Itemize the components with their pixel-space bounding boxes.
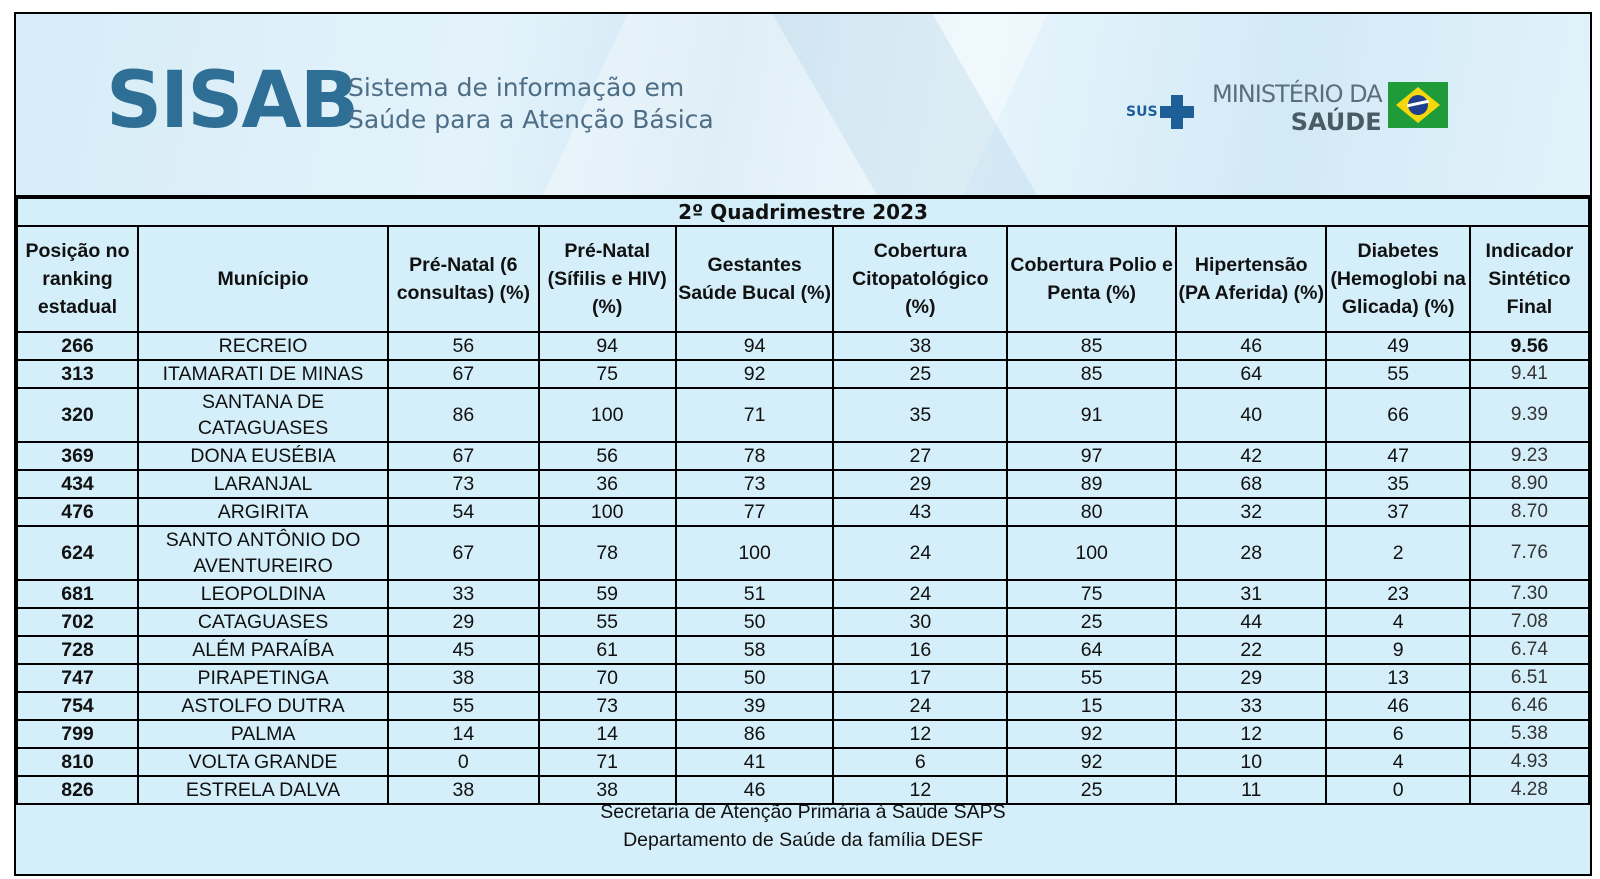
value-cell: 89 bbox=[1007, 470, 1176, 498]
value-cell: 37 bbox=[1326, 498, 1469, 526]
final-indicator-cell: 9.23 bbox=[1470, 442, 1589, 470]
value-cell: 41 bbox=[676, 748, 834, 776]
ministry-line-2: SAÚDE bbox=[1290, 108, 1382, 136]
municipality-cell: ARGIRITA bbox=[138, 498, 388, 526]
value-cell: 45 bbox=[388, 636, 538, 664]
table-row bbox=[17, 360, 1589, 388]
value-cell: 14 bbox=[539, 720, 676, 748]
value-cell: 17 bbox=[833, 664, 1007, 692]
sisab-tagline bbox=[348, 72, 714, 136]
value-cell: 78 bbox=[539, 526, 676, 580]
value-cell: 9 bbox=[1326, 636, 1469, 664]
value-cell: 29 bbox=[833, 470, 1007, 498]
value-cell: 38 bbox=[388, 776, 538, 804]
value-cell: 0 bbox=[388, 748, 538, 776]
municipality-cell: LARANJAL bbox=[138, 470, 388, 498]
value-cell: 86 bbox=[676, 720, 834, 748]
value-cell: 49 bbox=[1326, 332, 1469, 360]
value-cell: 27 bbox=[833, 442, 1007, 470]
column-header: Cobertura Citopatológico (%) bbox=[833, 226, 1007, 332]
sisab-logo: SISAB bbox=[106, 56, 358, 146]
value-cell: 73 bbox=[539, 692, 676, 720]
value-cell: 12 bbox=[1176, 720, 1326, 748]
value-cell: 23 bbox=[1326, 580, 1469, 608]
value-cell: 51 bbox=[676, 580, 834, 608]
value-cell: 61 bbox=[539, 636, 676, 664]
value-cell: 12 bbox=[833, 720, 1007, 748]
value-cell: 75 bbox=[1007, 580, 1176, 608]
value-cell: 92 bbox=[1007, 748, 1176, 776]
value-cell: 80 bbox=[1007, 498, 1176, 526]
ranking-position-cell: 476 bbox=[17, 498, 138, 526]
cross-icon bbox=[1160, 95, 1194, 129]
final-indicator-cell: 9.39 bbox=[1470, 388, 1589, 442]
report-frame bbox=[14, 12, 1592, 876]
value-cell: 13 bbox=[1326, 664, 1469, 692]
value-cell: 38 bbox=[833, 332, 1007, 360]
value-cell: 55 bbox=[539, 608, 676, 636]
value-cell: 39 bbox=[676, 692, 834, 720]
municipality-cell: ASTOLFO DUTRA bbox=[138, 692, 388, 720]
column-header: Indicador Sintético Final bbox=[1470, 226, 1589, 332]
value-cell: 25 bbox=[1007, 608, 1176, 636]
value-cell: 28 bbox=[1176, 526, 1326, 580]
municipality-cell: SANTANA DE CATAGUASES bbox=[138, 388, 388, 442]
municipality-cell: ALÉM PARAÍBA bbox=[138, 636, 388, 664]
column-header: Hipertensão (PA Aferida) (%) bbox=[1176, 226, 1326, 332]
column-header: Cobertura Polio e Penta (%) bbox=[1007, 226, 1176, 332]
value-cell: 92 bbox=[1007, 720, 1176, 748]
value-cell: 55 bbox=[1007, 664, 1176, 692]
value-cell: 25 bbox=[833, 360, 1007, 388]
value-cell: 4 bbox=[1326, 608, 1469, 636]
table-row bbox=[17, 498, 1589, 526]
value-cell: 67 bbox=[388, 442, 538, 470]
value-cell: 86 bbox=[388, 388, 538, 442]
value-cell: 100 bbox=[676, 526, 834, 580]
final-indicator-cell: 6.74 bbox=[1470, 636, 1589, 664]
municipality-cell: PALMA bbox=[138, 720, 388, 748]
value-cell: 33 bbox=[1176, 692, 1326, 720]
value-cell: 11 bbox=[1176, 776, 1326, 804]
header-banner bbox=[16, 14, 1590, 197]
ranking-position-cell: 754 bbox=[17, 692, 138, 720]
value-cell: 56 bbox=[388, 332, 538, 360]
value-cell: 6 bbox=[1326, 720, 1469, 748]
value-cell: 35 bbox=[1326, 470, 1469, 498]
value-cell: 100 bbox=[539, 498, 676, 526]
table-row bbox=[17, 580, 1589, 608]
value-cell: 12 bbox=[833, 776, 1007, 804]
column-header: Diabetes (Hemoglobi na Glicada) (%) bbox=[1326, 226, 1469, 332]
table-footer bbox=[16, 798, 1590, 854]
value-cell: 32 bbox=[1176, 498, 1326, 526]
value-cell: 73 bbox=[676, 470, 834, 498]
column-header: Posição no ranking estadual bbox=[17, 226, 138, 332]
value-cell: 10 bbox=[1176, 748, 1326, 776]
municipality-cell: DONA EUSÉBIA bbox=[138, 442, 388, 470]
municipality-cell: PIRAPETINGA bbox=[138, 664, 388, 692]
table-row bbox=[17, 664, 1589, 692]
brazil-flag-icon bbox=[1388, 82, 1448, 128]
value-cell: 64 bbox=[1007, 636, 1176, 664]
value-cell: 92 bbox=[676, 360, 834, 388]
table-row bbox=[17, 388, 1589, 442]
value-cell: 46 bbox=[1176, 332, 1326, 360]
final-indicator-cell: 9.41 bbox=[1470, 360, 1589, 388]
municipality-cell: VOLTA GRANDE bbox=[138, 748, 388, 776]
table-row bbox=[17, 692, 1589, 720]
ranking-position-cell: 747 bbox=[17, 664, 138, 692]
value-cell: 43 bbox=[833, 498, 1007, 526]
value-cell: 24 bbox=[833, 692, 1007, 720]
value-cell: 54 bbox=[388, 498, 538, 526]
value-cell: 68 bbox=[1176, 470, 1326, 498]
tagline-line-1: Sistema de informação em bbox=[348, 73, 685, 102]
value-cell: 85 bbox=[1007, 332, 1176, 360]
value-cell: 64 bbox=[1176, 360, 1326, 388]
final-indicator-cell: 4.28 bbox=[1470, 776, 1589, 804]
column-header: Pré-Natal (6 consultas) (%) bbox=[388, 226, 538, 332]
table-row bbox=[17, 608, 1589, 636]
value-cell: 30 bbox=[833, 608, 1007, 636]
value-cell: 100 bbox=[1007, 526, 1176, 580]
table-row bbox=[17, 442, 1589, 470]
value-cell: 14 bbox=[388, 720, 538, 748]
ranking-position-cell: 313 bbox=[17, 360, 138, 388]
column-header: Pré-Natal (Sífilis e HIV) (%) bbox=[539, 226, 676, 332]
table-row bbox=[17, 748, 1589, 776]
value-cell: 55 bbox=[1326, 360, 1469, 388]
ministry-line-1: MINISTÉRIO DA bbox=[1212, 80, 1382, 108]
tagline-line-2: Saúde para a Atenção Básica bbox=[348, 105, 714, 134]
value-cell: 78 bbox=[676, 442, 834, 470]
value-cell: 71 bbox=[676, 388, 834, 442]
municipality-cell: RECREIO bbox=[138, 332, 388, 360]
value-cell: 46 bbox=[676, 776, 834, 804]
value-cell: 66 bbox=[1326, 388, 1469, 442]
ranking-position-cell: 434 bbox=[17, 470, 138, 498]
table-title: 2º Quadrimestre 2023 bbox=[17, 198, 1589, 226]
final-indicator-cell: 7.76 bbox=[1470, 526, 1589, 580]
value-cell: 24 bbox=[833, 526, 1007, 580]
sus-logo bbox=[1126, 92, 1194, 132]
column-header: Gestantes Saúde Bucal (%) bbox=[676, 226, 834, 332]
value-cell: 42 bbox=[1176, 442, 1326, 470]
ministry-logo-text bbox=[1212, 80, 1382, 136]
ranking-position-cell: 320 bbox=[17, 388, 138, 442]
ranking-position-cell: 702 bbox=[17, 608, 138, 636]
column-header: Munícipio bbox=[138, 226, 388, 332]
municipality-cell: LEOPOLDINA bbox=[138, 580, 388, 608]
value-cell: 77 bbox=[676, 498, 834, 526]
value-cell: 67 bbox=[388, 360, 538, 388]
final-indicator-cell: 9.56 bbox=[1470, 332, 1589, 360]
ranking-position-cell: 826 bbox=[17, 776, 138, 804]
value-cell: 50 bbox=[676, 608, 834, 636]
table-row bbox=[17, 720, 1589, 748]
value-cell: 94 bbox=[676, 332, 834, 360]
value-cell: 71 bbox=[539, 748, 676, 776]
value-cell: 24 bbox=[833, 580, 1007, 608]
ranking-position-cell: 681 bbox=[17, 580, 138, 608]
value-cell: 25 bbox=[1007, 776, 1176, 804]
ranking-position-cell: 810 bbox=[17, 748, 138, 776]
value-cell: 29 bbox=[388, 608, 538, 636]
value-cell: 91 bbox=[1007, 388, 1176, 442]
value-cell: 47 bbox=[1326, 442, 1469, 470]
value-cell: 38 bbox=[388, 664, 538, 692]
value-cell: 4 bbox=[1326, 748, 1469, 776]
final-indicator-cell: 7.30 bbox=[1470, 580, 1589, 608]
value-cell: 75 bbox=[539, 360, 676, 388]
final-indicator-cell: 6.46 bbox=[1470, 692, 1589, 720]
value-cell: 38 bbox=[539, 776, 676, 804]
value-cell: 55 bbox=[388, 692, 538, 720]
value-cell: 46 bbox=[1326, 692, 1469, 720]
value-cell: 97 bbox=[1007, 442, 1176, 470]
value-cell: 67 bbox=[388, 526, 538, 580]
value-cell: 100 bbox=[539, 388, 676, 442]
table-row bbox=[17, 526, 1589, 580]
final-indicator-cell: 6.51 bbox=[1470, 664, 1589, 692]
value-cell: 35 bbox=[833, 388, 1007, 442]
value-cell: 6 bbox=[833, 748, 1007, 776]
footer-line-2: Departamento de Saúde da família DESF bbox=[623, 829, 983, 851]
table-row bbox=[17, 470, 1589, 498]
final-indicator-cell: 5.38 bbox=[1470, 720, 1589, 748]
municipality-cell: CATAGUASES bbox=[138, 608, 388, 636]
value-cell: 2 bbox=[1326, 526, 1469, 580]
value-cell: 0 bbox=[1326, 776, 1469, 804]
final-indicator-cell: 8.70 bbox=[1470, 498, 1589, 526]
value-cell: 59 bbox=[539, 580, 676, 608]
final-indicator-cell: 4.93 bbox=[1470, 748, 1589, 776]
value-cell: 33 bbox=[388, 580, 538, 608]
value-cell: 73 bbox=[388, 470, 538, 498]
value-cell: 70 bbox=[539, 664, 676, 692]
value-cell: 85 bbox=[1007, 360, 1176, 388]
value-cell: 36 bbox=[539, 470, 676, 498]
table-row bbox=[17, 636, 1589, 664]
ranking-table bbox=[16, 197, 1590, 805]
value-cell: 50 bbox=[676, 664, 834, 692]
municipality-cell: ESTRELA DALVA bbox=[138, 776, 388, 804]
value-cell: 94 bbox=[539, 332, 676, 360]
ranking-position-cell: 369 bbox=[17, 442, 138, 470]
ranking-position-cell: 728 bbox=[17, 636, 138, 664]
ranking-position-cell: 266 bbox=[17, 332, 138, 360]
final-indicator-cell: 7.08 bbox=[1470, 608, 1589, 636]
footer-line-1: Secretaria de Atenção Primária à Saúde SAPS bbox=[600, 801, 1006, 823]
ranking-position-cell: 799 bbox=[17, 720, 138, 748]
table-row bbox=[17, 332, 1589, 360]
sus-label: SUS bbox=[1126, 104, 1158, 120]
value-cell: 58 bbox=[676, 636, 834, 664]
value-cell: 44 bbox=[1176, 608, 1326, 636]
value-cell: 22 bbox=[1176, 636, 1326, 664]
value-cell: 56 bbox=[539, 442, 676, 470]
value-cell: 15 bbox=[1007, 692, 1176, 720]
value-cell: 31 bbox=[1176, 580, 1326, 608]
final-indicator-cell: 8.90 bbox=[1470, 470, 1589, 498]
municipality-cell: ITAMARATI DE MINAS bbox=[138, 360, 388, 388]
value-cell: 16 bbox=[833, 636, 1007, 664]
ranking-position-cell: 624 bbox=[17, 526, 138, 580]
municipality-cell: SANTO ANTÔNIO DO AVENTUREIRO bbox=[138, 526, 388, 580]
value-cell: 29 bbox=[1176, 664, 1326, 692]
value-cell: 40 bbox=[1176, 388, 1326, 442]
